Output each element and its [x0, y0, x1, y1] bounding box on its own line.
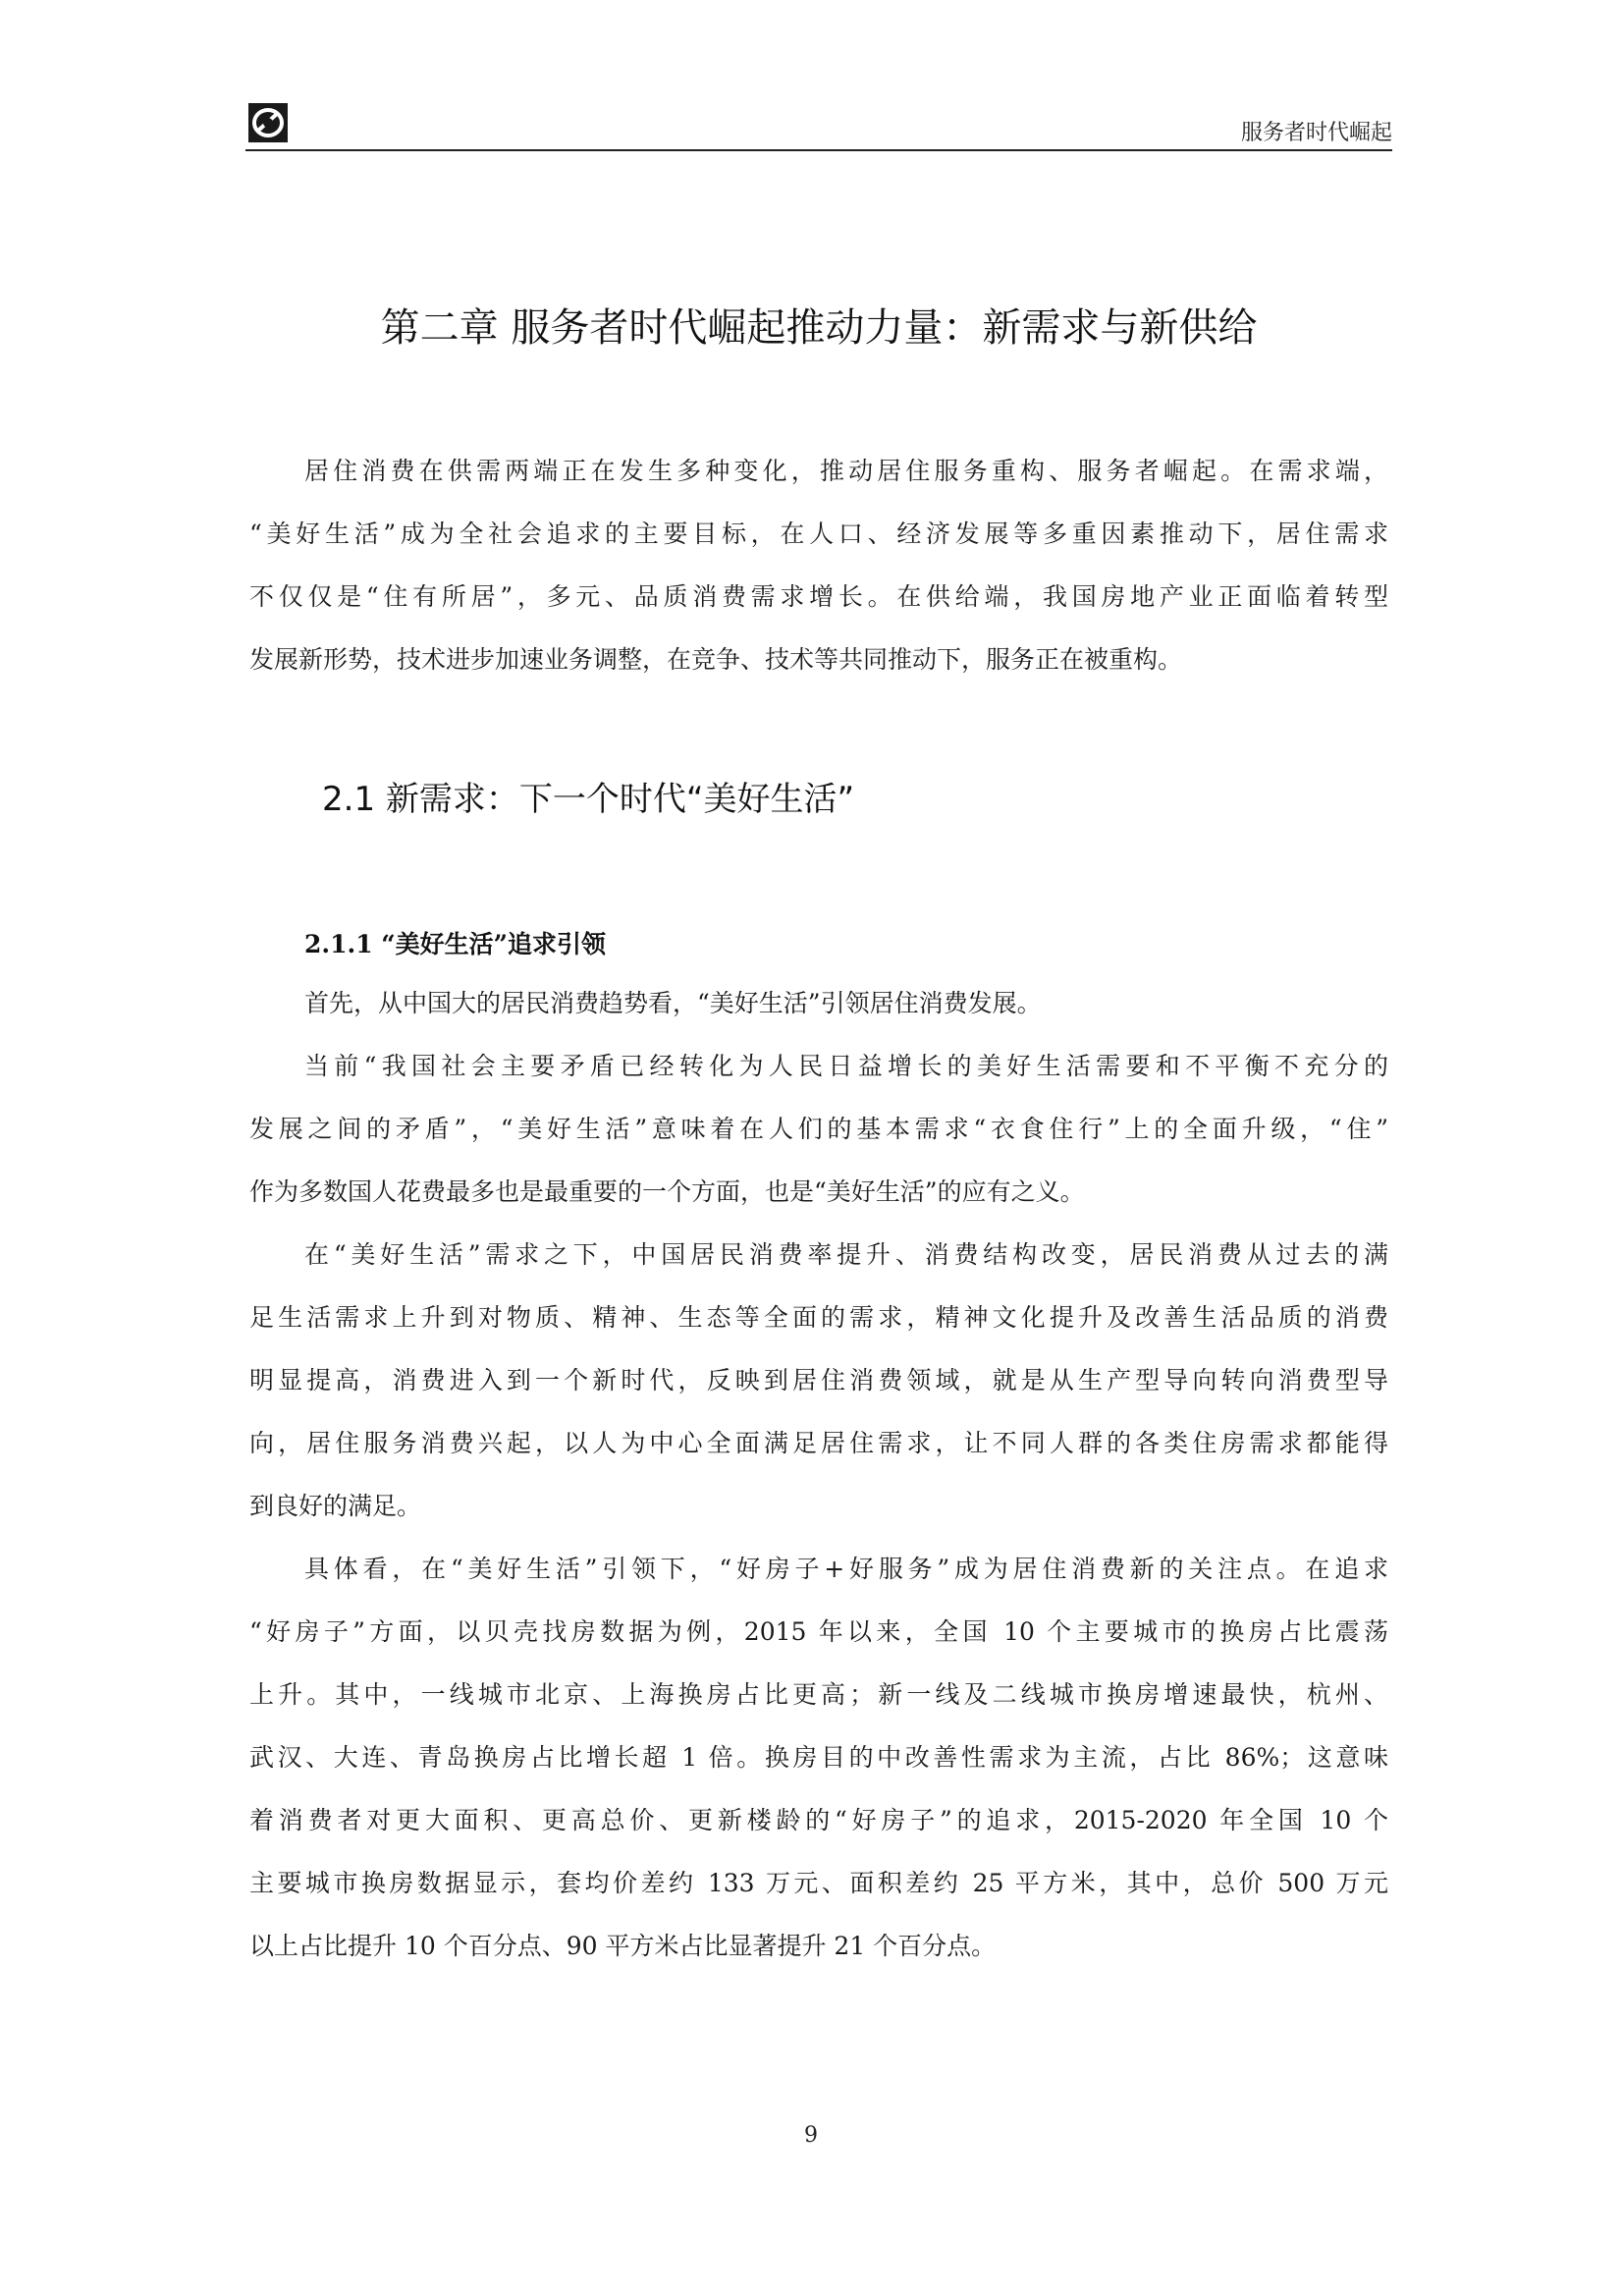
publisher-logo-icon — [247, 102, 289, 143]
paragraph-4 — [249, 1538, 1388, 1978]
text-line: “好房子”方面，以贝壳找房数据为例，2015 年以来，全国 10 个主要城市的换房占比震荡 — [249, 1617, 1388, 1646]
body-text — [249, 972, 1388, 1978]
text-line: 着消费者对更大面积、更高总价、更新楼龄的“好房子”的追求，2015-2020 年全国 10 个 — [249, 1806, 1388, 1834]
text-line: 发展新形势，技术进步加速业务调整，在竞争、技术等共同推动下，服务正在被重构。 — [249, 645, 1183, 674]
intro-paragraph — [249, 440, 1388, 691]
running-title: 服务者时代崛起 — [1240, 121, 1392, 145]
text-line: 居住消费在供需两端正在发生多种变化，推动居住服务重构、服务者崛起。在需求端， — [304, 457, 1388, 485]
subsection-title: 2.1.1 “美好生活”追求引领 — [304, 930, 607, 958]
page-header — [245, 102, 1392, 151]
text-line: 在“美好生活”需求之下，中国居民消费率提升、消费结构改变，居民消费从过去的满 — [304, 1240, 1388, 1269]
paragraph-3 — [249, 1224, 1388, 1538]
paragraph-1 — [249, 972, 1388, 1035]
text-line: 作为多数国人花费最多也是最重要的一个方面，也是“美好生活”的应有之义。 — [249, 1177, 1085, 1206]
text-line: 上升。其中，一线城市北京、上海换房占比更高；新一线及二线城市换房增速最快，杭州、 — [249, 1680, 1388, 1709]
text-line: 具体看，在“美好生活”引领下，“好房子+好服务”成为居住消费新的关注点。在追求 — [304, 1555, 1388, 1583]
text-line: 到良好的满足。 — [249, 1492, 422, 1520]
text-line: 武汉、大连、青岛换房占比增长超 1 倍。换房目的中改善性需求为主流，占比 86%；这意味 — [249, 1743, 1388, 1772]
text-line: 向，居住服务消费兴起，以人为中心全面满足居住需求，让不同人群的各类住房需求都能得 — [249, 1429, 1388, 1457]
text-line: 主要城市换房数据显示，套均价差约 133 万元、面积差约 25 平方米，其中，总价 500 万元 — [249, 1869, 1388, 1897]
text-line: 足生活需求上升到对物质、精神、生态等全面的需求，精神文化提升及改善生活品质的消费 — [249, 1303, 1388, 1332]
paragraph-2 — [249, 1035, 1388, 1224]
section-title: 2.1 新需求：下一个时代“美好生活” — [322, 780, 855, 819]
text-line: 以上占比提升 10 个百分点、90 平方米占比显著提升 21 个百分点。 — [249, 1932, 997, 1960]
chapter-title: 第二章 服务者时代崛起推动力量：新需求与新供给 — [380, 305, 1258, 351]
text-line: 明显提高，消费进入到一个新时代，反映到居住消费领域，就是从生产型导向转向消费型导 — [249, 1366, 1388, 1394]
text-line: 首先，从中国大的居民消费趋势看，“美好生活”引领居住消费发展。 — [304, 989, 1042, 1017]
text-line: 当前“我国社会主要矛盾已经转化为人民日益增长的美好生活需要和不平衡不充分的 — [304, 1052, 1388, 1080]
text-line: 不仅仅是“住有所居”，多元、品质消费需求增长。在供给端，我国房地产业正面临着转型 — [249, 582, 1388, 611]
text-line: “美好生活”成为全社会追求的主要目标，在人口、经济发展等多重因素推动下，居住需求 — [249, 519, 1388, 548]
text-line: 发展之间的矛盾”，“美好生活”意味着在人们的基本需求“衣食住行”上的全面升级，“住” — [249, 1115, 1388, 1143]
page-number: 9 — [804, 2123, 818, 2148]
